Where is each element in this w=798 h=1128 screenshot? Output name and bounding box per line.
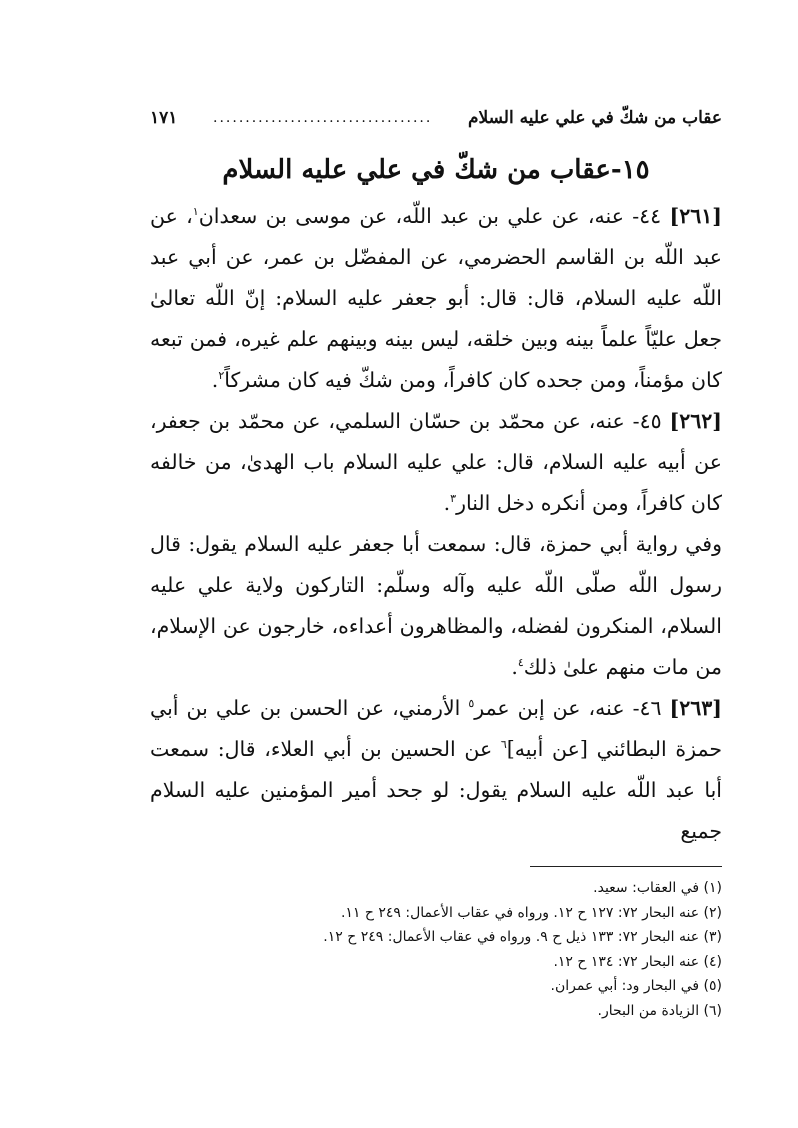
hadith-text: الأرمني، عن الحسن بن علي بن أبي حمزة البطائني [عن أبيه] — [150, 696, 722, 761]
footnote-ref: ١ — [192, 205, 199, 219]
page-number: ١٧١ — [150, 108, 178, 128]
footnotes — [200, 876, 722, 1023]
chapter-title: ١٥-عقاب من شكّ في علي عليه السلام — [222, 155, 650, 185]
hadith-text: عن الحسين بن أبي العلاء، قال: سمعت أبا عبد اللّه عليه السلام يقول: لو جحد أمير المؤمنين عليه السلام جميع — [150, 737, 722, 843]
hadith-262 — [150, 401, 722, 524]
hadith-text: ٤٦- عنه، عن إبن عمر — [474, 696, 670, 720]
hadith-text: . — [443, 491, 451, 515]
running-head — [150, 106, 722, 130]
hadith-text: ٤٥- عنه، عن محمّد بن حسّان السلمي، عن محمّد بن جعفر، عن أبيه عليه السلام، قال: علي عليه السلام باب الهدىٰ، من خالفه كان كافراً، ومن أنكره دخل النار — [150, 409, 722, 515]
hadith-number: [٢٦١] — [669, 204, 722, 228]
footnote-item: (٤) عنه البحار ٧٢: ١٣٤ ح ١٢. — [553, 953, 722, 970]
hadith-number: [٢٦٢] — [669, 409, 722, 433]
footnote-ref: ٥ — [468, 697, 475, 711]
hadith-text: . — [211, 368, 219, 392]
narration-paragraph — [150, 524, 722, 688]
running-head-leader: .................................. — [213, 110, 433, 126]
hadith-text: ٤٤- عنه، عن علي بن عبد اللّه، عن موسى بن سعدان — [198, 204, 670, 228]
footnote-ref: ٢ — [218, 369, 225, 383]
main-text — [150, 196, 722, 852]
hadith-261 — [150, 196, 722, 401]
footnote-ref: ٣ — [450, 492, 457, 506]
hadith-text: . — [511, 655, 518, 679]
page-body — [150, 106, 722, 852]
hadith-text: وفي رواية أبي حمزة، قال: سمعت أبا جعفر عليه السلام يقول: قال رسول اللّه صلّى اللّه عليه وآله وسلّم: التاركون ولاية علي عليه السلام، المنكرون لفضله، والمظاهرون أعداءه، خارجون عن الإسلام، من مات منهم علىٰ ذلك — [150, 532, 722, 679]
footnote-divider — [530, 866, 722, 867]
footnote-item: (٢) عنه البحار ٧٢: ١٢٧ ح ١٢. ورواه في عقاب الأعمال: ٢٤٩ ح ١١. — [340, 904, 722, 921]
footnote-item: (٦) الزيادة من البحار. — [597, 1002, 722, 1019]
hadith-263 — [150, 688, 722, 852]
running-head-title: عقاب من شكّ في علي عليه السلام — [467, 108, 722, 128]
hadith-text: ، عن عبد اللّه بن القاسم الحضرمي، عن المفضّل بن عمر، عن أبي عبد اللّه عليه السلام، قال: قال: أبو جعفر عليه السلام: إنّ اللّه تعالىٰ جعل عليّاً علماً بينه وبين خلقه، ليس بينه وبينهم علم غيره، فمن تبعه كان مؤمناً، ومن جحده كان كافراً، ومن شكّ فيه كان مشركاً — [150, 204, 722, 392]
footnote-ref: ٦ — [500, 738, 507, 752]
footnote-item: (٥) في البحار ود: أبي عمران. — [550, 978, 722, 994]
footnote-item: (١) في العقاب: سعيد. — [593, 880, 722, 896]
footnote-ref: ٤ — [517, 656, 524, 670]
hadith-number: [٢٦٣] — [669, 696, 722, 720]
footnote-item: (٣) عنه البحار ٧٢: ١٣٣ ذيل ح ٩. ورواه في عقاب الأعمال: ٢٤٩ ح ١٢. — [323, 929, 722, 945]
